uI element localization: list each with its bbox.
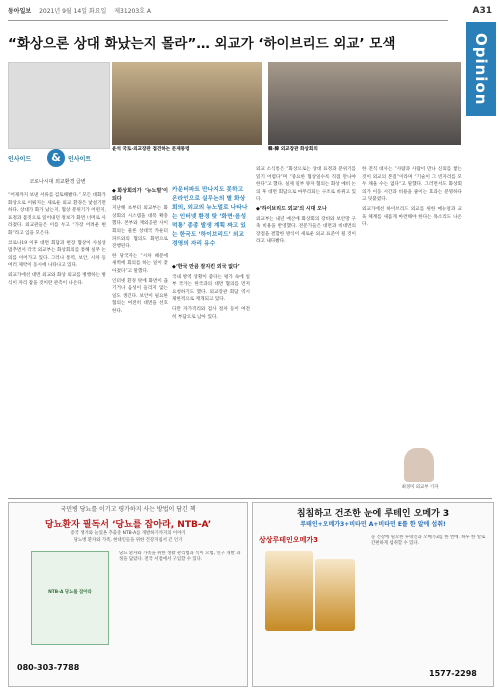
diabetes-book-ad[interactable]: [8, 502, 248, 687]
badge-left-label: 인사이드: [8, 156, 32, 163]
ad-right-body: 눈 건강에 필요한 루테인과 오메가3를 한 번에. 하루 한 알로 간편하게 섭취할 수 있다.: [371, 535, 486, 546]
article-column-4: 외교 소식통은 “화상으로는 상대 표정과 분위기를 읽기 어렵다”며 “중요한 협상일수록 직접 만나야 한다”고 했다. 실제 일부 양자 협의는 화상 예비 논의 후 대면 회담으로 마무리되는 구조로 바뀌고 있다. ◆‘하이브리드 외교’의 시대 오나 외교부는 내년 예산에 화상회의 장비와 보안망 구축 비용을 반영했다. 전문가들은 대면과 비대면의 장점을 결합한 방식이 새로운 외교 표준이 될 것이라고 내다봤다.: [256, 167, 356, 245]
ad-left-body: 당뇨 환자와 가족을 위한 생활 관리법과 식이 요법, 연구 개발 과정을 담았다. 전국 서점에서 구입할 수 있다.: [119, 551, 241, 562]
section-heading: ◆화상회의가 ‘뉴노멀’이 되다: [112, 188, 168, 202]
author-avatar: [404, 448, 434, 482]
article-column-1: “어제까지 보낸 서류를 검토해봤다.” 모든 대화가 화상으로 이뤄지는 새로운 외교 환경은 낯설기만 하다. 상대가 화가 났는지, 협상 분위기가 어떤지, 표정과 몸짓으로 읽어내던 정보가 화면 너머로 사라졌다. 외교관들은 이를 두고 “가장 어려운 변화”라고 입을 모은다. 코로나19 이후 대면 회담과 현장 협상이 사실상 멈추면서 각국 외교부는 화상회의를 통해 실무 논의를 이어가고 있다. 그러나 통역, 보안, 시차 등 여러 제약이 동시에 나타나고 있다. 외교가에선 대면 외교와 화상 외교를 병행하는 방식이 자리 잡을 것이란 관측이 나온다.: [8, 193, 106, 286]
section-heading: ◆‘한국 만큼 잘지킨 외국 없다’: [172, 264, 240, 270]
newspaper-name: 동아일보: [8, 8, 32, 15]
video-conference-photo: [268, 62, 461, 145]
photo2-caption: 韓-韓 외교장관 화상회의: [268, 147, 318, 152]
ad-left-subtitle: 증국 생겨와 늘었욘 추출준 NTB-A를 개발하기까지의 이야기: [70, 531, 186, 536]
opinion-section-label: Opinion: [466, 22, 496, 116]
ampersand-icon: &: [47, 149, 65, 167]
article-column-2: ◆화상회의가 ‘뉴노멀’이 되다 지난해 초부터 외교부는 화상회의 시스템을 대폭 확충했다. 본부와 재외공관 사이 회의는 물론 상대국 카운터파트와의 협의도 화면으로 진행된다. 한 당국자는 “시차 때문에 새벽에 회의를 하는 일이 잦아졌다”고 말했다. 인터넷 환경 탓에 화면이 끊기거나 음성이 들리지 않는 일도 생긴다. 보안이 필요한 협의는 여전히 대면을 선호한다.: [112, 188, 168, 314]
ad-left-title: 당뇨환자 필독서 ‘당뇨를 잡아라, NTB-A’: [44, 520, 212, 530]
illustration-photo: [8, 62, 110, 149]
pull-quote: 카운터파트 만나지도 못하고 온라인으로 실무논의 별 화상회의, 외교의 뉴노멀로 나타나는 인터넷 환경 탓 ‘화면·음성 먹통’ 종종 발생 계획 짜고 있는 한국도 ‘하이브리드’ 외교 경영의 자리 유수: [172, 187, 248, 247]
ad-left-banner: 국민병 당뇨를 이기고 평가하지 사는 방법이 담긴 책: [60, 506, 196, 513]
badge-right-label: 인사이트: [68, 156, 92, 163]
section-heading: ◆‘하이브리드 외교’의 시대 오나: [256, 205, 327, 212]
meeting-photo: [112, 62, 262, 145]
issue-number: 제31203호 A: [114, 8, 151, 15]
ad-right-subtitle: 루테인+오메가3+비타민 A+비타민 E를 한 알에 섭취!: [300, 521, 446, 528]
column-kicker: 코로나시대 외교환경 급변: [29, 179, 86, 185]
author-name: 최경미 외교부 기자: [401, 485, 439, 490]
ad-left-phone[interactable]: 080-303-7788: [17, 663, 80, 672]
product-bottle-2: [315, 559, 355, 631]
masthead: [8, 6, 448, 21]
article-column-5: 한 전직 대사는 “사람과 사람이 만나 신뢰를 쌓는 것이 외교의 본질”이라며 “기술이 그 빈자리를 모두 채울 수는 없다”고 말했다. 그러면서도 화상회의가 이동 시간과 비용을 줄이는 효과는 분명하다고 덧붙였다. 외교가에선 하이브리드 외교를 위한 매뉴얼과 교육 체계를 새롭게 마련해야 한다는 목소리도 나온다.: [362, 167, 462, 228]
book-cover: [31, 551, 109, 645]
ad-right-title: 침침하고 건조한 눈에 루테인 오메가 3: [296, 509, 450, 519]
issue-date: 2021년 9월 14일 화요일: [39, 8, 107, 15]
ad-right-product: 상상루테인오메가3: [259, 536, 318, 544]
article-headline: “화상으론 상대 화났는지 몰라”… 외교가 ‘하이브리드 외교’ 모색: [8, 36, 396, 52]
ad-divider: [8, 498, 492, 499]
book-title: NTB-A 당뇨를 잡아라: [48, 590, 92, 595]
article-column-3: ◆‘한국 만큼 잘지킨 외국 없다’ 국내 방역 상황이 좋다는 평가 속에 일부 국가는 한국과의 대면 협의를 먼저 요청하기도 했다. 외교장관 회담 역시 제한적으로 재개되고 있다. 다만 자가격리와 검사 절차 등이 여전히 부담으로 남아 있다.: [172, 264, 250, 320]
photo1-caption: 윤석 국토·외교장관 접견하는 문재통령: [112, 147, 190, 152]
lutein-omega3-ad[interactable]: [252, 502, 494, 687]
product-bottle: [265, 551, 313, 631]
ad-right-phone[interactable]: 1577-2298: [429, 669, 477, 678]
page-number: A31: [472, 6, 492, 16]
ad-left-subtitle-2: 당뇨병 환자와 가족, 현대인들을 위한 건강지침서 긴 인기: [73, 538, 183, 543]
